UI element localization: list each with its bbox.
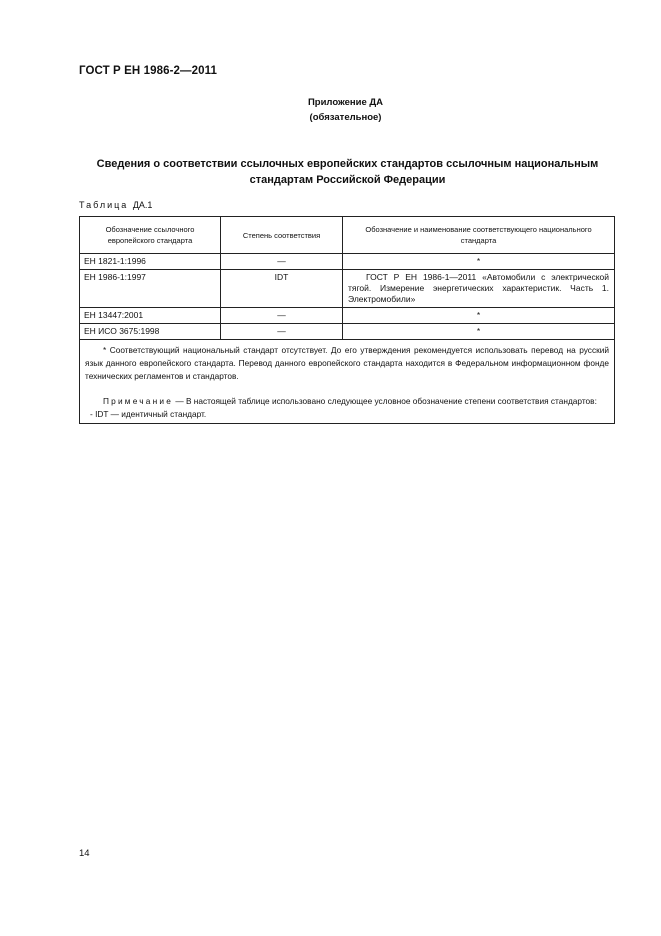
cell-degree: — xyxy=(221,308,343,324)
footnote-text: * Соответствующий национальный стандарт отсутствует. До его утверждения рекомендуется использовать перевод на русский язык данного европейского стандарта. Перевод данного европейского стандарта находится в Федеральном информационном фонде технических регламентов и стандартов. xyxy=(85,345,609,381)
note-label: Примечание xyxy=(103,396,174,406)
cell-ref: ЕН ИСО 3675:1998 xyxy=(80,324,221,340)
section-title xyxy=(80,156,615,188)
table-label xyxy=(79,200,152,210)
appendix-subtitle: (обязательное) xyxy=(309,112,382,123)
header-national-standard: Обозначение и наименование соответствующего национального стандарта xyxy=(343,217,615,254)
cell-national: * xyxy=(343,254,615,270)
national-standard-text: ГОСТ Р ЕН 1986-1—2011 «Автомобили с электрической тягой. Измерение энергетических характеристик. Часть 1. Электромобили» xyxy=(348,272,609,304)
table-label-prefix: Таблица xyxy=(79,200,129,210)
header-degree: Степень соответствия xyxy=(221,217,343,254)
correspondence-table xyxy=(79,216,615,424)
table-footnote-row xyxy=(80,340,615,424)
table-header-row xyxy=(80,217,615,254)
cell-degree: — xyxy=(221,324,343,340)
section-title-line-1: Сведения о соответствии ссылочных европейских стандартов ссылочным национальным xyxy=(96,158,599,170)
appendix-title: Приложение ДА xyxy=(307,97,384,108)
cell-national: * xyxy=(343,324,615,340)
table-row xyxy=(80,254,615,270)
cell-national: * xyxy=(343,308,615,324)
note-list-item: - IDT — идентичный стандарт. xyxy=(90,409,207,419)
table-row xyxy=(80,308,615,324)
appendix-heading xyxy=(0,95,661,125)
cell-ref: ЕН 1821-1:1996 xyxy=(80,254,221,270)
table-footnote xyxy=(80,340,615,424)
table-row xyxy=(80,324,615,340)
cell-ref: ЕН 13447:2001 xyxy=(80,308,221,324)
header-ref-standard: Обозначение ссылочного европейского стандарта xyxy=(80,217,221,254)
table-label-number: ДА.1 xyxy=(132,200,153,210)
document-code: ГОСТ Р ЕН 1986-2—2011 xyxy=(79,65,217,77)
cell-ref: ЕН 1986-1:1997 xyxy=(80,270,221,308)
cell-degree: IDT xyxy=(221,270,343,308)
cell-national xyxy=(343,270,615,308)
table-row xyxy=(80,270,615,308)
page-number: 14 xyxy=(79,848,90,859)
table-note xyxy=(85,395,609,408)
note-text: — В настоящей таблице использовано следующее условное обозначение степени соответствия стандартов: xyxy=(173,396,597,406)
cell-degree: — xyxy=(221,254,343,270)
section-title-line-2: стандартам Российской Федерации xyxy=(249,174,446,186)
